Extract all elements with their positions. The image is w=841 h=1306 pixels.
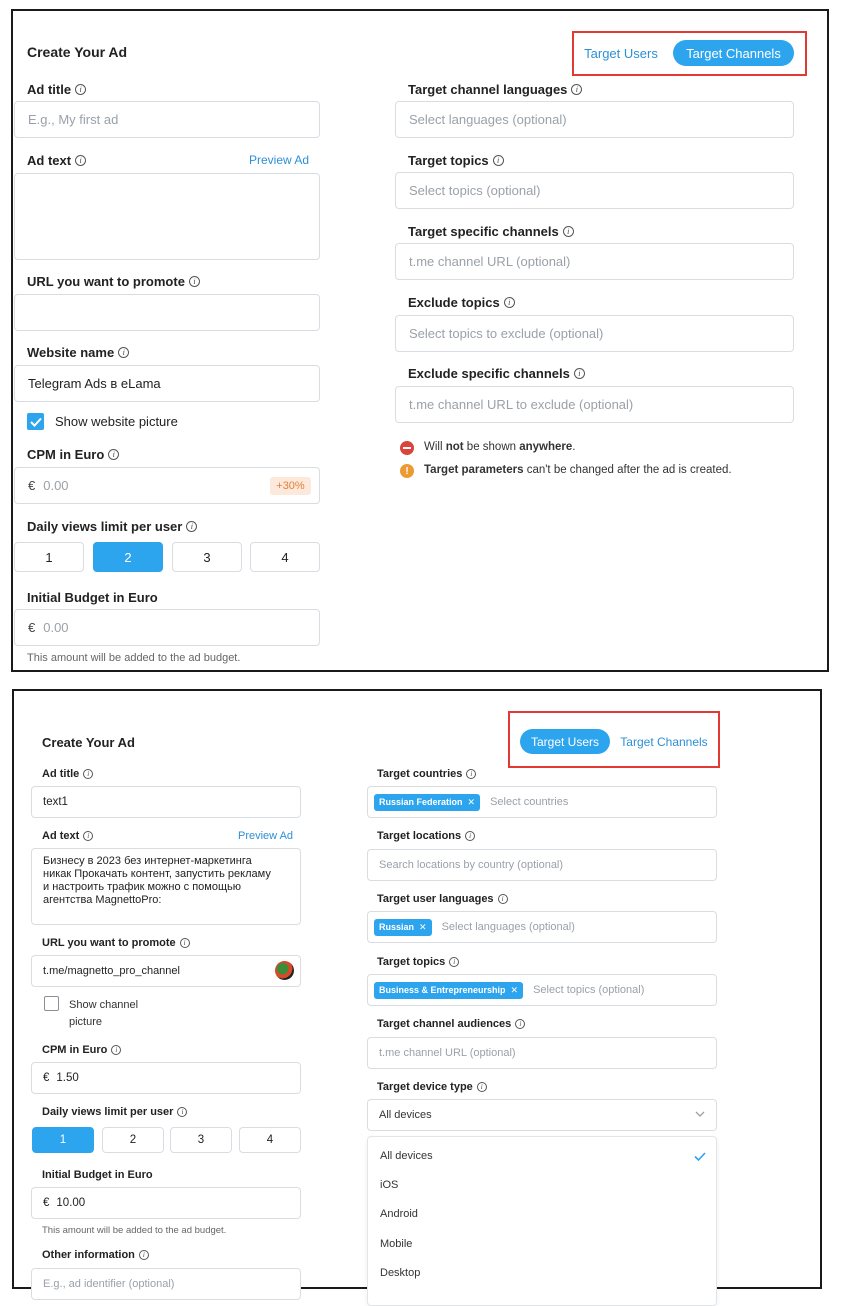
- info-icon: i: [563, 226, 574, 237]
- device-option-android[interactable]: Android: [380, 1208, 418, 1220]
- cpm-placeholder: 0.00: [43, 478, 69, 493]
- info-icon: i: [449, 957, 459, 967]
- target-device-type-select[interactable]: [367, 1099, 717, 1131]
- daily-views-option-3[interactable]: 3: [170, 1127, 232, 1153]
- target-channel-languages-label: Target channel languages i: [408, 82, 582, 97]
- remove-chip-icon[interactable]: ✕: [510, 984, 519, 995]
- info-icon: i: [139, 1250, 149, 1260]
- target-user-languages-select[interactable]: [367, 911, 717, 943]
- info-icon: i: [83, 769, 93, 779]
- target-specific-channels-label: Target specific channels i: [408, 224, 574, 239]
- target-topics-label: Target topics i: [408, 153, 504, 168]
- warning-not-shown: Will not be shown anywhere.: [424, 441, 576, 453]
- minus-circle-icon: [400, 441, 414, 455]
- exclude-topics-label: Exclude topics i: [408, 295, 515, 310]
- url-input[interactable]: [14, 294, 320, 331]
- url-input[interactable]: t.me/magnetto_pro_channel: [31, 955, 301, 987]
- info-icon: i: [515, 1019, 525, 1029]
- exclude-specific-channels-label: Exclude specific channels i: [408, 366, 585, 381]
- target-locations-select[interactable]: Search locations by country (optional): [367, 849, 717, 881]
- info-icon: i: [108, 449, 119, 460]
- device-option-desktop[interactable]: Desktop: [380, 1267, 421, 1279]
- target-topics-select[interactable]: [367, 974, 717, 1006]
- info-icon: i: [189, 276, 200, 287]
- languages-placeholder: Select languages (optional): [441, 921, 575, 933]
- website-name-input[interactable]: Telegram Ads в eLama: [14, 365, 320, 402]
- page-title: Create Your Ad: [27, 44, 128, 60]
- tab-target-users[interactable]: Target Users: [584, 45, 658, 61]
- euro-symbol: €: [28, 620, 36, 635]
- show-website-picture-checkbox[interactable]: [27, 413, 44, 430]
- device-option-all[interactable]: All devices: [380, 1150, 433, 1162]
- ad-title-label: Ad title i: [42, 768, 93, 780]
- tab-target-users[interactable]: Target Users: [520, 729, 610, 754]
- device-option-mobile[interactable]: Mobile: [380, 1238, 413, 1250]
- target-channel-audiences-label: Target channel audiences i: [377, 1018, 525, 1030]
- page-title: Create Your Ad: [42, 735, 135, 750]
- info-icon: i: [75, 84, 86, 95]
- device-option-ios[interactable]: iOS: [380, 1179, 399, 1191]
- cpm-input[interactable]: [31, 1062, 301, 1094]
- daily-views-option-1[interactable]: 1: [32, 1127, 94, 1153]
- url-label: URL you want to promote i: [42, 937, 190, 949]
- cpm-value: 1.50: [56, 1072, 79, 1084]
- show-channel-picture-label: Show channel picture: [69, 999, 139, 1028]
- budget-value: 10.00: [56, 1197, 86, 1209]
- euro-symbol: €: [43, 1197, 50, 1209]
- info-icon: i: [574, 368, 585, 379]
- ad-text-line: агентства MagnettoPro:: [43, 894, 162, 906]
- daily-views-option-4[interactable]: 4: [239, 1127, 301, 1153]
- countries-placeholder: Select countries: [490, 796, 569, 808]
- cpm-label: CPM in Euro i: [27, 447, 119, 462]
- info-icon: i: [180, 938, 190, 948]
- target-topics-label: Target topics i: [377, 956, 459, 968]
- preview-ad-link[interactable]: Preview Ad: [238, 830, 294, 842]
- budget-label: Initial Budget in Euro: [42, 1169, 153, 1181]
- info-icon: i: [571, 84, 582, 95]
- ad-text-line: и настроить трафик можно с помощью: [43, 881, 241, 893]
- budget-note: This amount will be added to the ad budget.: [42, 1225, 227, 1236]
- tab-target-channels[interactable]: Target Channels: [620, 734, 708, 749]
- info-icon: i: [111, 1045, 121, 1055]
- info-icon: i: [498, 894, 508, 904]
- url-label: URL you want to promote i: [27, 274, 200, 289]
- budget-placeholder: 0.00: [43, 620, 69, 635]
- info-icon: i: [477, 1082, 487, 1092]
- euro-symbol: €: [28, 478, 36, 493]
- daily-views-option-2[interactable]: 2: [102, 1127, 164, 1153]
- show-channel-picture-checkbox[interactable]: [44, 996, 59, 1011]
- channel-avatar: [275, 961, 294, 980]
- ad-title-label: Ad title i: [27, 82, 86, 97]
- cpm-surcharge-badge: +30%: [270, 477, 311, 495]
- budget-note: This amount will be added to the ad budget.: [27, 652, 241, 664]
- remove-chip-icon[interactable]: ✕: [467, 796, 476, 807]
- info-icon: i: [465, 831, 475, 841]
- check-icon: [694, 1152, 706, 1161]
- website-name-label: Website name i: [27, 345, 129, 360]
- ad-text-label: Ad text i: [27, 153, 86, 168]
- target-countries-label: Target countries i: [377, 768, 476, 780]
- target-specific-channels-input[interactable]: t.me channel URL (optional): [395, 243, 794, 280]
- ad-text-line: никак Прокачать контент, запустить рекламу: [43, 868, 271, 880]
- budget-label: Initial Budget in Euro: [27, 590, 158, 605]
- daily-views-option-1[interactable]: 1: [14, 542, 84, 572]
- device-type-value: All devices: [379, 1109, 432, 1121]
- info-icon: i: [186, 521, 197, 532]
- ad-title-input[interactable]: E.g., My first ad: [14, 101, 320, 138]
- target-countries-select[interactable]: [367, 786, 717, 818]
- language-chip: Russian ✕: [374, 919, 432, 936]
- daily-views-label: Daily views limit per user i: [27, 519, 197, 534]
- topic-chip: Business & Entrepreneurship ✕: [374, 982, 523, 999]
- chevron-down-icon: [695, 1111, 705, 1118]
- device-type-dropdown: [367, 1136, 717, 1306]
- info-icon: i: [118, 347, 129, 358]
- exclude-specific-channels-input[interactable]: t.me channel URL to exclude (optional): [395, 386, 794, 423]
- info-icon: i: [75, 155, 86, 166]
- warning-target-parameters: Target parameters can't be changed after the ad is created.: [424, 464, 732, 476]
- budget-input[interactable]: [31, 1187, 301, 1219]
- target-users-screenshot: [12, 689, 822, 1289]
- tab-target-channels[interactable]: Target Channels: [673, 40, 794, 66]
- exclude-topics-select[interactable]: Select topics to exclude (optional): [395, 315, 794, 352]
- target-channel-audiences-input[interactable]: t.me channel URL (optional): [367, 1037, 717, 1069]
- ad-text-line: Бизнесу в 2023 без интернет-маркетинга: [43, 855, 252, 867]
- target-user-languages-label: Target user languages i: [377, 893, 508, 905]
- check-icon: [30, 417, 42, 427]
- target-locations-label: Target locations i: [377, 830, 475, 842]
- country-chip: Russian Federation ✕: [374, 794, 480, 811]
- other-information-input[interactable]: E.g., ad identifier (optional): [31, 1268, 301, 1300]
- info-icon: i: [83, 831, 93, 841]
- daily-views-option-3[interactable]: 3: [172, 542, 242, 572]
- target-topics-select[interactable]: Select topics (optional): [395, 172, 794, 209]
- show-website-picture-label: Show website picture: [55, 414, 178, 429]
- daily-views-option-2[interactable]: 2: [93, 542, 163, 572]
- info-icon: i: [504, 297, 515, 308]
- target-device-type-label: Target device type i: [377, 1081, 487, 1093]
- topics-placeholder: Select topics (optional): [533, 984, 645, 996]
- exclamation-circle-icon: !: [400, 464, 414, 478]
- ad-text-textarea[interactable]: [14, 173, 320, 260]
- ad-title-input[interactable]: text1: [31, 786, 301, 818]
- ad-text-textarea[interactable]: [31, 848, 301, 925]
- daily-views-option-4[interactable]: 4: [250, 542, 320, 572]
- info-icon: i: [493, 155, 504, 166]
- info-icon: i: [466, 769, 476, 779]
- remove-chip-icon[interactable]: ✕: [419, 921, 427, 932]
- daily-views-label: Daily views limit per user i: [42, 1106, 187, 1118]
- budget-input[interactable]: [14, 609, 320, 646]
- ad-text-label: Ad text i: [42, 830, 93, 842]
- other-information-label: Other information i: [42, 1249, 149, 1261]
- euro-symbol: €: [43, 1072, 50, 1084]
- target-channel-languages-select[interactable]: Select languages (optional): [395, 101, 794, 138]
- preview-ad-link[interactable]: Preview Ad: [249, 153, 310, 167]
- info-icon: i: [177, 1107, 187, 1117]
- target-channels-screenshot: [11, 9, 829, 672]
- cpm-label: CPM in Euro i: [42, 1044, 121, 1056]
